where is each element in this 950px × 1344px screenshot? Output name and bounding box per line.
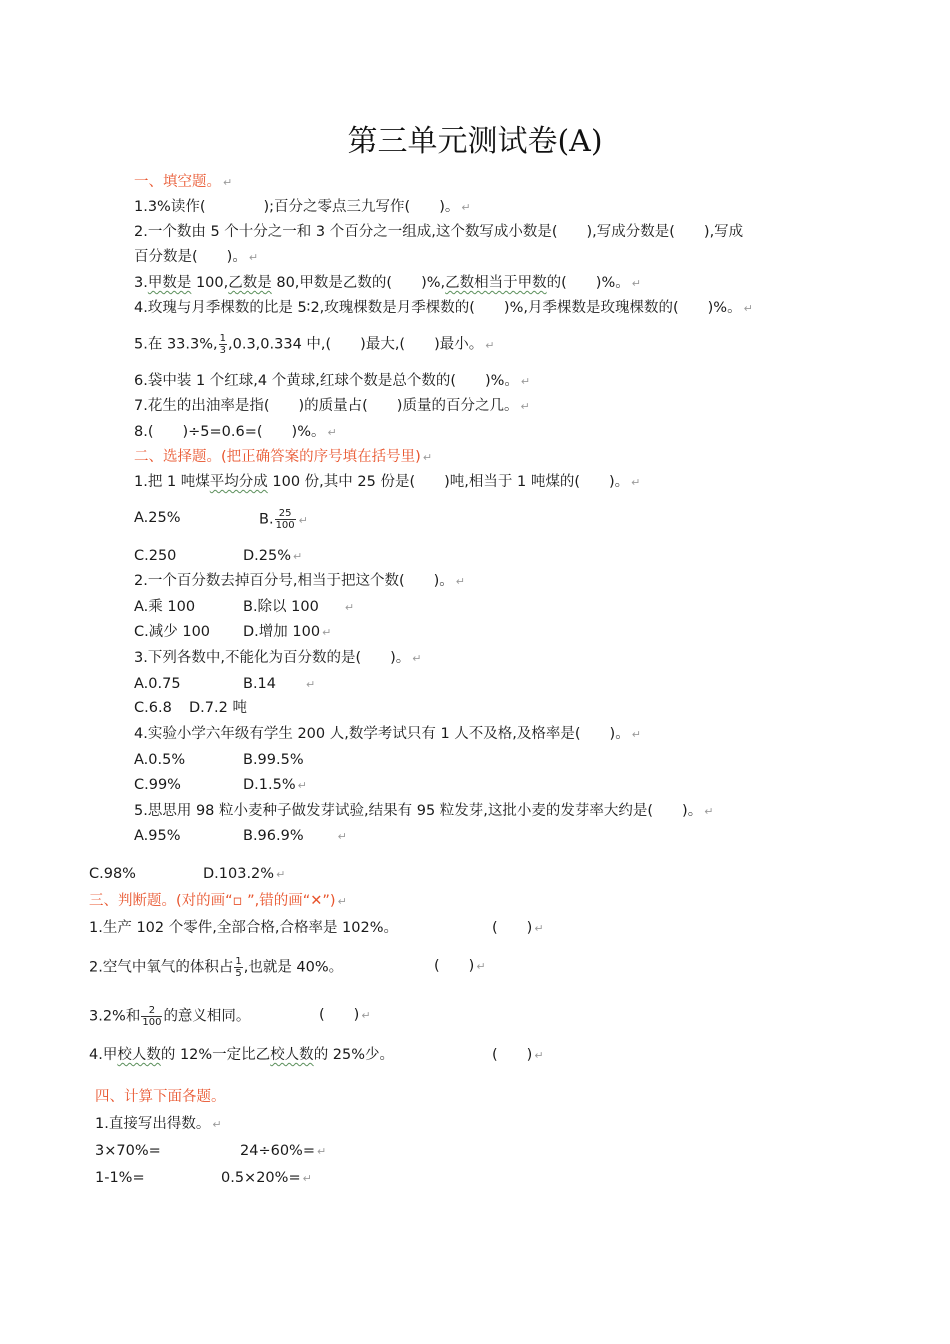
answer-paren-3-2: ( ) ↵ bbox=[434, 958, 486, 974]
option-2-1-b: B. $\frac{25}{100}$ ↵ bbox=[259, 508, 308, 531]
option-2-2-c: C.减少 100 bbox=[134, 624, 211, 640]
option-2-4-d: D.1.5% ↵ bbox=[243, 777, 307, 793]
page-title: 第三单元测试卷(A) bbox=[347, 124, 603, 159]
question-1-7: 7.花生的出油率是指( )的质量占( )质量的百分之几。 ↵ bbox=[134, 398, 530, 414]
section-judge-heading: 三、判断题。(对的画“▫ ”,错的画“✕”) ↵ bbox=[89, 893, 347, 909]
question-2-4: 4.实验小学六年级有学生 200 人,数学考试只有 1 人不及格,及格率是( )。 ↵ bbox=[134, 726, 641, 742]
question-1-2: 2.一个数由 5 个十分之一和 3 个百分之一组成,这个数写成小数是( ),写成分数是( ),写成 bbox=[134, 224, 744, 240]
option-2-2-d: D.增加 100 ↵ bbox=[243, 624, 332, 640]
section-choice-heading: 二、选择题。(把正确答案的序号填在括号里) ↵ bbox=[134, 449, 433, 465]
question-2-2: 2.一个百分数去掉百分号,相当于把这个数( )。 ↵ bbox=[134, 573, 465, 589]
question-1-4: 4.玫瑰与月季棵数的比是 5∶2,玫瑰棵数是月季棵数的( )%,月季棵数是玫瑰棵数的( )%。 ↵ bbox=[134, 300, 753, 316]
question-2-3: 3.下列各数中,不能化为百分数的是( )。 ↵ bbox=[134, 650, 422, 666]
option-2-5-d: D.103.2% ↵ bbox=[203, 866, 286, 882]
question-1-5: 5.在 33.3%, $\frac{1}{3}$ ,0.3,0.334 中,( )最大,( )最小。 ↵ bbox=[134, 333, 495, 356]
question-2-1: 1.把 1 吨煤平均分成 100 份,其中 25 份是( )吨,相当于 1 吨煤的( )。 ↵ bbox=[134, 474, 641, 490]
option-2-2-a: A.乘 100 bbox=[134, 599, 196, 615]
question-3-4: 4.甲校人数的 12%一定比乙校人数的 25%少。 bbox=[89, 1047, 395, 1063]
option-2-3-a: A.0.75 bbox=[134, 676, 181, 692]
calc-item-4: 0.5×20%= ↵ bbox=[221, 1170, 312, 1186]
question-2-5: 5.思思用 98 粒小麦种子做发芽试验,结果有 95 粒发芽,这批小麦的发芽率大约是( )。 ↵ bbox=[134, 803, 714, 819]
question-3-2: 2.空气中氧气的体积占 $\frac{1}{5}$ ,也就是 40%。 bbox=[89, 956, 344, 979]
calc-item-2: 24÷60%= ↵ bbox=[240, 1143, 327, 1159]
calc-item-1: 3×70%= bbox=[95, 1143, 161, 1159]
option-2-1-c: C.250 bbox=[134, 548, 177, 564]
option-2-2-b: B.除以 100 ↵ bbox=[243, 599, 355, 615]
option-2-1-d: D.25% ↵ bbox=[243, 548, 303, 564]
option-2-5-a: A.95% bbox=[134, 828, 181, 844]
option-2-5-b: B.96.9% ↵ bbox=[243, 828, 347, 844]
option-2-3-b: B.14 ↵ bbox=[243, 676, 316, 692]
section-calc-heading: 四、计算下面各题。 bbox=[95, 1089, 226, 1105]
option-2-1-a: A.25% bbox=[134, 510, 181, 526]
question-1-2-cont: 百分数是( )。 ↵ bbox=[134, 249, 259, 265]
option-2-3-c: C.6.8 bbox=[134, 700, 172, 716]
section-fill-blank-heading: 一、填空题。 ↵ bbox=[134, 174, 233, 190]
fraction-one-fifth: $\frac{1}{5}$ bbox=[235, 956, 242, 979]
option-2-4-c: C.99% bbox=[134, 777, 181, 793]
answer-paren-3-1: ( ) ↵ bbox=[492, 920, 544, 936]
option-2-5-c: C.98% bbox=[89, 866, 136, 882]
answer-paren-3-4: ( ) ↵ bbox=[492, 1047, 544, 1063]
question-3-1: 1.生产 102 个零件,全部合格,合格率是 102%。 bbox=[89, 920, 399, 936]
calc-item-3: 1-1%= bbox=[95, 1170, 145, 1186]
option-2-3-d: D.7.2 吨 bbox=[189, 700, 247, 716]
question-1-8: 8.( )÷5=0.6=( )%。 ↵ bbox=[134, 424, 337, 440]
question-1-6: 6.袋中装 1 个红球,4 个黄球,红球个数是总个数的( )%。 ↵ bbox=[134, 373, 531, 389]
question-1-3: 3.甲数是 100,乙数是 80,甲数是乙数的( )%,乙数相当于甲数的( )%。 ↵ bbox=[134, 275, 641, 291]
question-1-1: 1.3%读作( );百分之零点三九写作( )。 ↵ bbox=[134, 199, 471, 215]
sub-question-4-1: 1.直接写出得数。 ↵ bbox=[95, 1116, 222, 1132]
option-2-4-b: B.99.5% bbox=[243, 752, 304, 768]
fraction-one-third: $\frac{1}{3}$ bbox=[219, 333, 226, 356]
fraction-2-100: $\frac{2}{100}$ bbox=[142, 1005, 162, 1028]
option-2-4-a: A.0.5% bbox=[134, 752, 186, 768]
question-3-3: 3.2%和 $\frac{2}{100}$ 的意义相同。 bbox=[89, 1005, 251, 1028]
fraction-25-100: $\frac{25}{100}$ bbox=[275, 508, 295, 531]
answer-paren-3-3: ( ) ↵ bbox=[319, 1007, 371, 1023]
